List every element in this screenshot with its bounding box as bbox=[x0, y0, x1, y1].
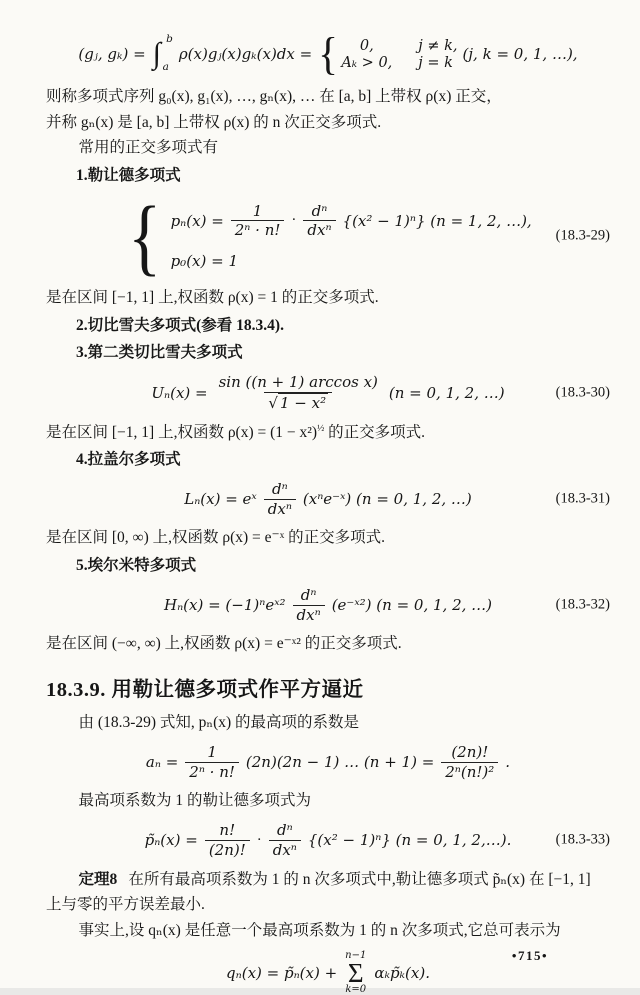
note-text: 的正交多项式. bbox=[324, 423, 426, 441]
note-legendre-interval: 是在区间 [−1, 1] 上,权函数 ρ(x) = 1 的正交多项式. bbox=[46, 288, 379, 306]
integral-lower-bound: a bbox=[162, 61, 169, 73]
case-value: Aₖ > 0, bbox=[341, 54, 393, 71]
fraction-denominator: (2n)! bbox=[205, 840, 250, 860]
formula-line-p0: p₀(x) = 1 bbox=[170, 252, 239, 271]
fraction-numerator: dⁿ bbox=[300, 585, 317, 604]
fraction-numerator: 1 bbox=[252, 201, 263, 220]
multiplication-dot: · bbox=[291, 212, 297, 229]
case-value: 0, bbox=[359, 37, 374, 54]
fraction-denominator: dxⁿ bbox=[269, 840, 301, 860]
laguerre-formula-18-3-31 bbox=[46, 480, 610, 519]
formula-rhs: (e⁻ˣ²) (n = 0, 1, 2, …) bbox=[331, 596, 492, 615]
formula-lhs: p̃ₙ(x) = bbox=[144, 831, 198, 850]
fraction-denominator bbox=[264, 392, 332, 413]
formula-index-range: (j, k = 0, 1, …), bbox=[462, 45, 578, 63]
page-number: •715• bbox=[511, 948, 548, 963]
fraction-derivative bbox=[303, 202, 335, 241]
orthogonality-definition-formula bbox=[46, 28, 610, 79]
fraction-numerator: dⁿ bbox=[271, 479, 288, 498]
formula-lines bbox=[171, 202, 532, 271]
fraction-derivative bbox=[293, 586, 325, 625]
fraction-numerator: (2n)! bbox=[451, 742, 489, 761]
fraction-coefficient bbox=[205, 821, 250, 860]
fraction-numerator: 1 bbox=[207, 742, 217, 761]
formula-lhs: Lₙ(x) = eˣ bbox=[184, 490, 257, 509]
fraction-numerator: dⁿ bbox=[276, 821, 293, 840]
formula-middle: (2n)(2n − 1) … (n + 1) = bbox=[245, 753, 435, 772]
theorem-text: 在所有最高项系数为 1 的 n 次多项式中,勒让德多项式 p̃ₙ(x) 在 [−1, 1] 上与零的平方误差最小. bbox=[46, 870, 591, 914]
integral-glyph: ∫ bbox=[152, 37, 161, 70]
fraction-main bbox=[215, 373, 382, 413]
legendre-formula-18-3-29 bbox=[46, 187, 610, 284]
hermite-formula-18-3-32 bbox=[46, 586, 610, 625]
fraction-numerator: n! bbox=[219, 821, 236, 840]
paragraph-orthogonal-series-line2: 并称 gₙ(x) 是 [a, b] 上带权 ρ(x) 的 n 次正交多项式. bbox=[46, 113, 382, 131]
chebyshev2-formula-18-3-30 bbox=[46, 373, 610, 413]
paragraph-theorem8 bbox=[46, 867, 610, 918]
integral-sign bbox=[151, 33, 174, 73]
paragraph-orthogonal-series-line1: 则称多项式序列 g₀(x), g₁(x), …, gₙ(x), … 在 [a, b] 上带权 ρ(x) 正交， bbox=[46, 88, 502, 105]
integral-upper-bound: b bbox=[166, 33, 173, 45]
theorem-label: 定理8 bbox=[78, 870, 118, 888]
multiplication-dot: · bbox=[256, 831, 262, 848]
square-root bbox=[268, 393, 328, 413]
fraction-result bbox=[441, 743, 498, 782]
item-heading-hermite: 5.埃尔米特多项式 bbox=[76, 557, 197, 575]
equation-number: (18.3-31) bbox=[555, 490, 610, 507]
fraction-denominator: 2ⁿ(n!)² bbox=[441, 762, 498, 782]
leading-coefficient-formula bbox=[46, 743, 610, 782]
formula-line-pn bbox=[171, 202, 532, 241]
fraction-denominator: dxⁿ bbox=[303, 220, 335, 240]
summation-upper-limit: n−1 bbox=[345, 949, 367, 961]
case-condition: j ≠ k, bbox=[418, 37, 458, 54]
summation-lower-limit: k=0 bbox=[345, 984, 367, 995]
fraction-numerator: sin ((n + 1) arccos x) bbox=[218, 373, 378, 392]
formula-rhs: (xⁿe⁻ˣ) (n = 0, 1, 2, …) bbox=[302, 490, 472, 509]
equation-number: (18.3-29) bbox=[555, 227, 610, 244]
fraction-derivative bbox=[264, 480, 296, 519]
formula-lhs: Uₙ(x) = bbox=[151, 383, 208, 402]
equation-number: (18.3-30) bbox=[555, 384, 610, 401]
case-condition: j = k bbox=[418, 54, 453, 71]
formula-lhs: Hₙ(x) = (−1)ⁿeˣ² bbox=[164, 596, 286, 615]
note-chebyshev2-interval bbox=[46, 420, 610, 446]
piecewise-cases bbox=[317, 28, 458, 79]
formula-rhs: {(x² − 1)ⁿ} (n = 0, 1, 2,…). bbox=[307, 831, 512, 850]
note-text: 是在区间 [−1, 1] 上,权函数 ρ(x) = (1 − x²) bbox=[46, 423, 318, 441]
formula-lhs: aₙ = bbox=[145, 753, 179, 772]
paragraph-monic-legendre: 最高项系数为 1 的勒让德多项式为 bbox=[78, 792, 312, 810]
left-brace: { bbox=[128, 187, 162, 284]
equation-number: (18.3-32) bbox=[555, 596, 610, 613]
fraction-derivative bbox=[269, 821, 301, 860]
paragraph-common-polynomials: 常用的正交多项式有 bbox=[78, 139, 219, 157]
radicand: 1 − x² bbox=[279, 393, 327, 412]
sigma-glyph: Σ bbox=[347, 957, 364, 988]
item-heading-chebyshev: 2.切比雪夫多项式(参看 18.3.4). bbox=[76, 316, 284, 334]
section-title-18-3-9: 18.3.9. 用勒让德多项式作平方逼近 bbox=[46, 679, 364, 702]
fraction-coefficient bbox=[231, 202, 285, 241]
formula-period: . bbox=[505, 753, 511, 772]
paragraph-proof-intro: 事实上,设 qₙ(x) 是任意一个最高项系数为 1 的 n 次多项式,它总可表示为 bbox=[78, 922, 561, 939]
item-heading-legendre: 1.勒让德多项式 bbox=[76, 167, 181, 185]
formula-integrand: ρ(x)gⱼ(x)gₖ(x)dx = bbox=[178, 45, 313, 63]
equation-number: (18.3-33) bbox=[555, 831, 610, 848]
formula-lhs: (gⱼ, gₖ) = bbox=[78, 45, 146, 63]
monic-legendre-formula-18-3-33 bbox=[46, 821, 610, 860]
fraction-denominator: dxⁿ bbox=[293, 605, 325, 625]
formula-index-range: (n = 0, 1, 2, …) bbox=[388, 383, 505, 402]
cases-grid bbox=[341, 38, 457, 71]
note-hermite-interval: 是在区间 (−∞, ∞) 上,权函数 ρ(x) = e⁻ˣ² 的正交多项式. bbox=[46, 635, 402, 653]
formula-rhs: {(x² − 1)ⁿ} (n = 1, 2, …), bbox=[342, 211, 532, 230]
fraction-denominator: dxⁿ bbox=[264, 499, 296, 519]
fraction-coefficient bbox=[185, 743, 239, 782]
item-heading-chebyshev-second-kind: 3.第二类切比雪夫多项式 bbox=[76, 344, 243, 362]
note-laguerre-interval: 是在区间 [0, ∞) 上,权函数 ρ(x) = e⁻ˣ 的正交多项式. bbox=[46, 529, 385, 547]
summation-sign bbox=[345, 951, 366, 995]
left-brace: { bbox=[318, 28, 339, 79]
fraction-numerator: dⁿ bbox=[311, 201, 328, 220]
exponent-half: ½ bbox=[317, 422, 325, 434]
fraction-denominator: 2ⁿ · n! bbox=[185, 762, 239, 782]
paragraph-leading-coefficient: 由 (18.3-29) 式知, pₙ(x) 的最高项的系数是 bbox=[78, 714, 360, 732]
radical-sign: √ bbox=[268, 393, 278, 412]
formula-rhs: αₖp̃ₖ(x). bbox=[374, 963, 430, 982]
item-heading-laguerre: 4.拉盖尔多项式 bbox=[76, 451, 181, 469]
fraction-denominator: 2ⁿ · n! bbox=[231, 220, 285, 240]
formula-lhs: pₙ(x) = bbox=[170, 211, 224, 230]
formula-lhs: qₙ(x) = p̃ₙ(x) + bbox=[226, 963, 338, 982]
